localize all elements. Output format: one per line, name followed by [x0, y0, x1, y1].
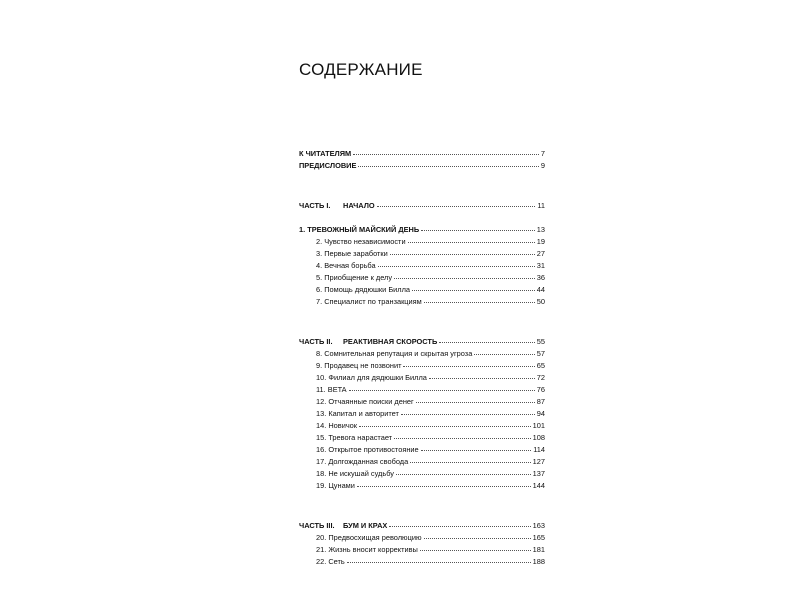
spacer — [299, 492, 545, 520]
dot-leader — [416, 401, 535, 403]
toc-entry[interactable] — [299, 348, 545, 360]
toc-entry-label: 9. Продавец не позвонит — [316, 361, 402, 370]
dot-leader — [377, 205, 536, 207]
toc-entry-label: К ЧИТАТЕЛЯМ — [299, 149, 352, 158]
toc-entry[interactable] — [299, 396, 545, 408]
table-of-contents — [299, 148, 545, 568]
toc-entry[interactable] — [299, 372, 545, 384]
dot-leader — [429, 377, 535, 379]
toc-entry-page: 11 — [537, 201, 545, 210]
toc-entry[interactable] — [299, 160, 545, 172]
dot-leader — [353, 153, 539, 155]
toc-entry-page: 44 — [536, 285, 545, 294]
toc-entry-label: 13. Капитал и авторитет — [316, 409, 399, 418]
toc-entry-page: 13 — [536, 225, 545, 234]
toc-entry-label: 11. BETA — [316, 385, 347, 394]
toc-entry-page: 31 — [536, 261, 545, 270]
toc-entry-page: 7 — [540, 149, 545, 158]
spacer — [299, 308, 545, 336]
toc-entry-page: 19 — [536, 237, 545, 246]
dot-leader — [394, 277, 535, 279]
toc-entry[interactable] — [299, 444, 545, 456]
dot-leader — [474, 353, 534, 355]
toc-entry[interactable] — [299, 224, 545, 236]
toc-part-number: ЧАСТЬ III. — [299, 521, 335, 530]
toc-entry-page: 127 — [532, 457, 545, 466]
toc-entry[interactable] — [299, 432, 545, 444]
toc-entry-page: 163 — [532, 521, 545, 530]
dot-leader — [396, 473, 531, 475]
toc-entry[interactable] — [299, 468, 545, 480]
dot-leader — [349, 389, 535, 391]
dot-leader — [439, 341, 535, 343]
dot-leader — [389, 525, 530, 527]
toc-entry-label: 10. Филиал для дядюшки Билла — [316, 373, 427, 382]
toc-entry-label: 1. ТРЕВОЖНЫЙ МАЙСКИЙ ДЕНЬ — [299, 225, 420, 234]
toc-entry-page: 137 — [532, 469, 545, 478]
dot-leader — [359, 425, 531, 427]
toc-part-name: НАЧАЛО — [343, 201, 375, 210]
toc-entry-page: 57 — [536, 349, 545, 358]
toc-entry-page: 101 — [532, 421, 545, 430]
toc-part-name: БУМ И КРАХ — [343, 521, 388, 530]
toc-part-number: ЧАСТЬ I. — [299, 201, 331, 210]
spacer — [299, 172, 545, 200]
dot-leader — [401, 413, 535, 415]
dot-leader — [421, 449, 532, 451]
toc-entry[interactable] — [299, 360, 545, 372]
toc-entry[interactable] — [299, 248, 545, 260]
toc-part-number: ЧАСТЬ II. — [299, 337, 333, 346]
dot-leader — [408, 241, 535, 243]
dot-leader — [410, 461, 530, 463]
toc-entry-page: 55 — [536, 337, 545, 346]
toc-entry-page: 108 — [532, 433, 545, 442]
dot-leader — [390, 253, 535, 255]
toc-entry-label: 14. Новичок — [316, 421, 358, 430]
toc-entry[interactable] — [299, 296, 545, 308]
toc-entry-page: 36 — [536, 273, 545, 282]
toc-entry-page: 72 — [536, 373, 545, 382]
toc-entry[interactable] — [299, 408, 545, 420]
toc-entry-page: 27 — [536, 249, 545, 258]
dot-leader — [424, 537, 531, 539]
toc-entry[interactable] — [299, 272, 545, 284]
toc-entry[interactable] — [299, 532, 545, 544]
toc-entry[interactable] — [299, 236, 545, 248]
toc-part-entry[interactable] — [299, 336, 545, 348]
page-title: СОДЕРЖАНИЕ — [299, 60, 423, 79]
toc-entry-label: 22. Сеть — [316, 557, 345, 566]
toc-entry-label: 15. Тревога нарастает — [316, 433, 393, 442]
toc-entry-page: 165 — [532, 533, 545, 542]
toc-entry-label: ПРЕДИСЛОВИЕ — [299, 161, 357, 170]
toc-entry-page: 65 — [536, 361, 545, 370]
toc-entry[interactable] — [299, 480, 545, 492]
dot-leader — [420, 549, 531, 551]
toc-entry-label: 5. Приобщение к делу — [316, 273, 393, 282]
toc-entry-page: 9 — [540, 161, 545, 170]
toc-entry-label: 18. Не искушай судьбу — [316, 469, 394, 478]
toc-entry[interactable] — [299, 556, 545, 568]
toc-entry-label: 6. Помощь дядюшки Билла — [316, 285, 411, 294]
dot-leader — [357, 485, 531, 487]
toc-entry[interactable] — [299, 148, 545, 160]
toc-entry[interactable] — [299, 456, 545, 468]
toc-entry-label: 20. Предвосхищая революцию — [316, 533, 422, 542]
dot-leader — [412, 289, 535, 291]
toc-entry[interactable] — [299, 260, 545, 272]
toc-part-entry[interactable] — [299, 200, 545, 212]
toc-entry-label: 16. Открытое противостояние — [316, 445, 419, 454]
dot-leader — [403, 365, 534, 367]
toc-part-entry[interactable] — [299, 520, 545, 532]
dot-leader — [394, 437, 531, 439]
toc-entry-page: 94 — [536, 409, 545, 418]
toc-entry[interactable] — [299, 420, 545, 432]
dot-leader — [378, 265, 535, 267]
toc-entry-page: 188 — [532, 557, 545, 566]
toc-entry[interactable] — [299, 284, 545, 296]
dot-leader — [358, 165, 538, 167]
toc-entry[interactable] — [299, 544, 545, 556]
toc-entry[interactable] — [299, 384, 545, 396]
toc-entry-label: 8. Сомнительная репутация и скрытая угроза — [316, 349, 473, 358]
toc-entry-label: 21. Жизнь вносит коррективы — [316, 545, 418, 554]
dot-leader — [424, 301, 535, 303]
toc-entry-label: 7. Специалист по транзакциям — [316, 297, 422, 306]
toc-entry-page: 50 — [536, 297, 545, 306]
dot-leader — [421, 229, 535, 231]
dot-leader — [347, 561, 531, 563]
toc-entry-label: 3. Первые заработки — [316, 249, 388, 258]
toc-entry-label: 2. Чувство независимости — [316, 237, 406, 246]
toc-part-name: РЕАКТИВНАЯ СКОРОСТЬ — [343, 337, 438, 346]
toc-entry-label: 19. Цунами — [316, 481, 355, 490]
spacer — [299, 212, 545, 224]
toc-entry-page: 144 — [532, 481, 545, 490]
toc-entry-page: 114 — [533, 445, 545, 454]
toc-entry-page: 87 — [536, 397, 545, 406]
toc-entry-label: 4. Вечная борьба — [316, 261, 376, 270]
toc-entry-label: 17. Долгожданная свобода — [316, 457, 409, 466]
toc-entry-page: 181 — [532, 545, 545, 554]
toc-entry-label: 12. Отчаянные поиски денег — [316, 397, 414, 406]
toc-entry-page: 76 — [536, 385, 545, 394]
